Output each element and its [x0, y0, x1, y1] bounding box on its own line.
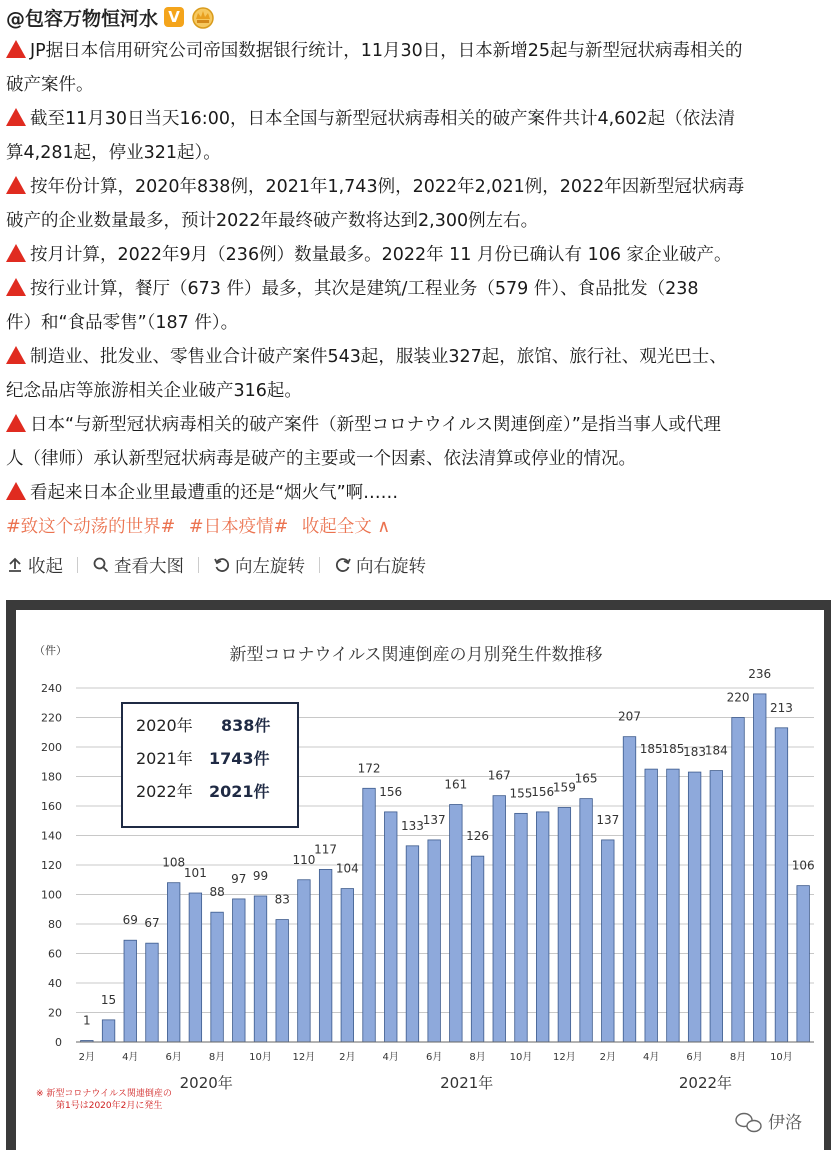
legend-year: 2020年 [136, 716, 193, 735]
bar [363, 788, 376, 1042]
bar [254, 896, 267, 1042]
post-text: 按行业计算，餐厅（673 件）最多，其次是建筑/工程业务（579 件）、食品批发（238 [30, 279, 699, 299]
y-tick-label: 120 [41, 859, 62, 872]
legend-year: 2021年 [136, 749, 193, 768]
bar [146, 943, 159, 1042]
x-tick-label: 8月 [208, 1052, 226, 1063]
bar [450, 805, 463, 1042]
bar [493, 796, 506, 1042]
bar-value-label: 126 [466, 829, 490, 844]
bar [602, 840, 615, 1042]
bar [797, 886, 810, 1042]
collapse-link[interactable]: 收起全文 ∧ [301, 517, 391, 537]
x-tick-label: 8月 [729, 1052, 747, 1063]
rotate-left-button[interactable] [213, 553, 305, 578]
bar-value-label: 137 [422, 812, 446, 827]
bar-value-label: 156 [379, 784, 403, 799]
bar-value-label: 110 [292, 852, 316, 867]
y-tick-label: 100 [41, 888, 62, 902]
author-row [6, 0, 828, 34]
bar [667, 769, 680, 1042]
y-tick-label: 40 [48, 977, 62, 990]
bar-value-label: 137 [596, 812, 620, 827]
post-text-line [6, 238, 828, 272]
bar-value-label: 69 [122, 913, 138, 928]
y-tick-label: 60 [48, 947, 62, 961]
red-triangle-icon [6, 414, 26, 432]
red-triangle-icon [6, 482, 26, 500]
post-text-line [6, 102, 828, 136]
tag-link[interactable]: #致这个动荡的世界# [6, 517, 176, 537]
post-text-line [6, 170, 828, 204]
view-large-button[interactable] [92, 553, 184, 578]
legend-value: 2021件 [209, 782, 270, 801]
bar-chart [16, 610, 824, 1150]
tag-row [6, 510, 828, 544]
bar-value-label: 108 [162, 855, 186, 870]
bar-value-label: 185 [661, 742, 685, 757]
x-tick-label: 6月 [165, 1052, 182, 1063]
bar [341, 889, 354, 1042]
bar-value-label: 183 [683, 745, 707, 760]
year-label: 2021年 [440, 1074, 494, 1092]
watermark [736, 1113, 802, 1133]
x-tick-label: 12月 [553, 1052, 576, 1063]
post-text-line [6, 136, 828, 170]
post-text: 破产案件。 [6, 75, 94, 95]
toolbar-divider [77, 557, 78, 573]
bar [558, 807, 571, 1042]
bar [124, 940, 137, 1042]
bar-value-label: 161 [444, 777, 468, 792]
image-toolbar [6, 544, 828, 586]
bar-value-label: 133 [400, 818, 424, 833]
bar-value-label: 207 [618, 709, 641, 724]
post-text: 按年份计算，2020年838例，2021年1,743例，2022年2,021例，2022年因新型冠状病毒 [30, 177, 745, 197]
bar [406, 846, 419, 1042]
bar [515, 813, 528, 1042]
view-large-label: 查看大图 [114, 556, 184, 577]
x-tick-label: 6月 [686, 1052, 703, 1063]
bar-value-label: 101 [183, 866, 207, 881]
red-triangle-icon [6, 278, 26, 296]
chart-title: 新型コロナウイルス関連倒産の月別発生件数推移 [229, 645, 603, 665]
bar [580, 799, 593, 1042]
bar-value-label: 159 [552, 780, 576, 795]
bar-value-label: 220 [726, 690, 750, 705]
bar [211, 912, 224, 1042]
bar-value-label: 155 [509, 786, 533, 801]
bar-value-label: 172 [357, 761, 381, 776]
bar-value-label: 184 [704, 743, 728, 758]
post-text-line [6, 204, 828, 238]
x-tick-label: 10月 [509, 1052, 533, 1063]
bar-value-label: 117 [314, 842, 338, 857]
y-tick-label: 180 [41, 770, 62, 784]
x-tick-label: 10月 [249, 1052, 272, 1063]
rotate-right-label: 向右旋转 [356, 556, 426, 577]
y-tick-label: 160 [41, 800, 62, 813]
post-text: JP据日本信用研究公司帝国数据银行统计，11月30日，日本新增25起与新型冠状病毒相关的 [30, 41, 743, 61]
post-text-line [6, 442, 828, 476]
post-text-line [6, 374, 828, 408]
post-text-line [6, 340, 828, 374]
x-tick-label: 12月 [292, 1052, 316, 1063]
verified-badge-icon: V [164, 7, 184, 27]
bar [189, 893, 202, 1042]
chart-image [16, 610, 824, 1150]
post-text: 人（律师）承认新型冠状病毒是破产的主要或一个因素、依法清算或停业的情况。 [6, 449, 636, 469]
year-label: 2022年 [678, 1074, 733, 1092]
bar-value-label: 1 [83, 1013, 91, 1028]
x-tick-label: 6月 [425, 1052, 443, 1063]
y-axis-unit: （件） [34, 644, 67, 657]
legend-value: 838件 [221, 716, 271, 735]
toolbar-divider [198, 557, 199, 573]
post-text: 截至11月30日当天16:00，日本全国与新型冠状病毒相关的破产案件共计4,602起（依法清 [30, 109, 736, 129]
red-triangle-icon [6, 108, 26, 126]
x-tick-label: 2月 [599, 1052, 616, 1063]
bar-value-label: 236 [748, 666, 772, 681]
upload-arrow-icon [6, 556, 24, 574]
rotate-left-label: 向左旋转 [235, 556, 305, 577]
bar-value-label: 88 [209, 885, 225, 900]
red-triangle-icon [6, 346, 26, 364]
post-text-line [6, 306, 828, 340]
wechat-icon [736, 1114, 761, 1132]
bar-value-label: 156 [531, 784, 555, 799]
bar-value-label: 185 [639, 742, 663, 757]
post-text: 破产的企业数量最多，预计2022年最终破产数将达到2,300例左右。 [6, 211, 539, 231]
collapse-button[interactable] [6, 553, 63, 578]
legend-box [122, 703, 298, 827]
post-text-line [6, 476, 828, 510]
y-tick-label: 80 [48, 918, 62, 931]
y-tick-label: 20 [48, 1006, 62, 1020]
x-tick-label: 2月 [78, 1052, 96, 1063]
red-triangle-icon [6, 176, 26, 194]
post-text-line [6, 408, 828, 442]
rotate-right-icon [334, 556, 352, 574]
post-text-line [6, 34, 828, 68]
y-tick-label: 240 [41, 682, 62, 695]
post-text: 看起来日本企业里最遭重的还是“烟火气”啊…… [30, 483, 399, 503]
post-text-line [6, 272, 828, 306]
year-label: 2020年 [179, 1074, 233, 1092]
rotate-right-button[interactable] [334, 553, 426, 578]
post-text-line [6, 68, 828, 102]
watermark-text: 伊洛 [768, 1113, 802, 1133]
x-tick-label: 2月 [339, 1052, 356, 1063]
bar [471, 856, 484, 1042]
bar [428, 840, 441, 1042]
post-text: 件）和“食品零售”（187 件）。 [6, 313, 239, 333]
bar-value-label: 15 [100, 992, 117, 1007]
bar [688, 772, 701, 1042]
post-text: 纪念品店等旅游相关企业破产316起。 [6, 381, 302, 401]
post-text: 制造业、批发业、零售业合计破产案件543起，服装业327起，旅馆、旅行社、观光巴士、 [30, 347, 727, 367]
bar [319, 869, 332, 1042]
bar [276, 920, 289, 1042]
x-tick-label: 4月 [643, 1052, 660, 1063]
legend-year: 2022年 [136, 782, 193, 801]
post-text: 日本“与新型冠状病毒相关的破产案件（新型コロナウイルス関連倒産）”是指当事人或代理 [30, 415, 721, 435]
x-tick-label: 8月 [469, 1052, 486, 1063]
legend-value: 1743件 [209, 749, 270, 768]
tag-link[interactable]: #日本疫情# [188, 517, 289, 537]
bar [623, 737, 636, 1042]
bar-value-label: 213 [769, 700, 793, 715]
bar-value-label: 104 [335, 861, 359, 876]
bar [233, 899, 246, 1042]
bar [167, 883, 180, 1042]
collapse-label: 收起 [28, 556, 63, 577]
y-tick-label: 0 [55, 1036, 62, 1049]
bar-value-label: 165 [574, 771, 598, 786]
red-triangle-icon [6, 244, 26, 262]
crown-badge-icon [188, 5, 218, 29]
x-tick-label: 4月 [382, 1052, 399, 1063]
search-icon [92, 556, 110, 574]
author-name[interactable]: @包容万物恒河水 [6, 7, 159, 30]
chart-footnote: 第1号は2020年2月に発生 [56, 1101, 163, 1111]
bar [645, 769, 658, 1042]
post-image[interactable] [6, 600, 831, 1150]
bar-value-label: 106 [791, 858, 815, 873]
bar [732, 718, 745, 1043]
red-triangle-icon [6, 40, 26, 58]
chart-footnote: ※ 新型コロナウイルス関連倒産の [36, 1089, 172, 1099]
weibo-post [6, 0, 828, 586]
toolbar-divider [319, 557, 320, 573]
y-tick-label: 140 [41, 829, 62, 843]
bar [775, 728, 788, 1042]
bar-value-label: 67 [144, 916, 160, 931]
bar-value-label: 99 [252, 868, 269, 883]
post-body [6, 34, 828, 510]
bar [536, 812, 549, 1042]
bar-value-label: 97 [231, 871, 247, 886]
rotate-left-icon [213, 556, 231, 574]
post-text: 按月计算，2022年9月（236例）数量最多。2022年 11 月份已确认有 106 家企业破产。 [30, 245, 732, 265]
bar [753, 694, 766, 1042]
bar [710, 771, 723, 1042]
y-tick-label: 200 [41, 741, 62, 754]
bar [298, 880, 311, 1042]
x-tick-label: 4月 [122, 1052, 139, 1063]
post-text: 算4,281起，停业321起）。 [6, 143, 221, 163]
y-tick-label: 220 [41, 711, 62, 725]
bar [384, 812, 397, 1042]
bar [102, 1020, 115, 1042]
x-tick-label: 10月 [770, 1052, 793, 1063]
bar-value-label: 83 [274, 892, 290, 907]
bar-value-label: 167 [487, 768, 511, 783]
